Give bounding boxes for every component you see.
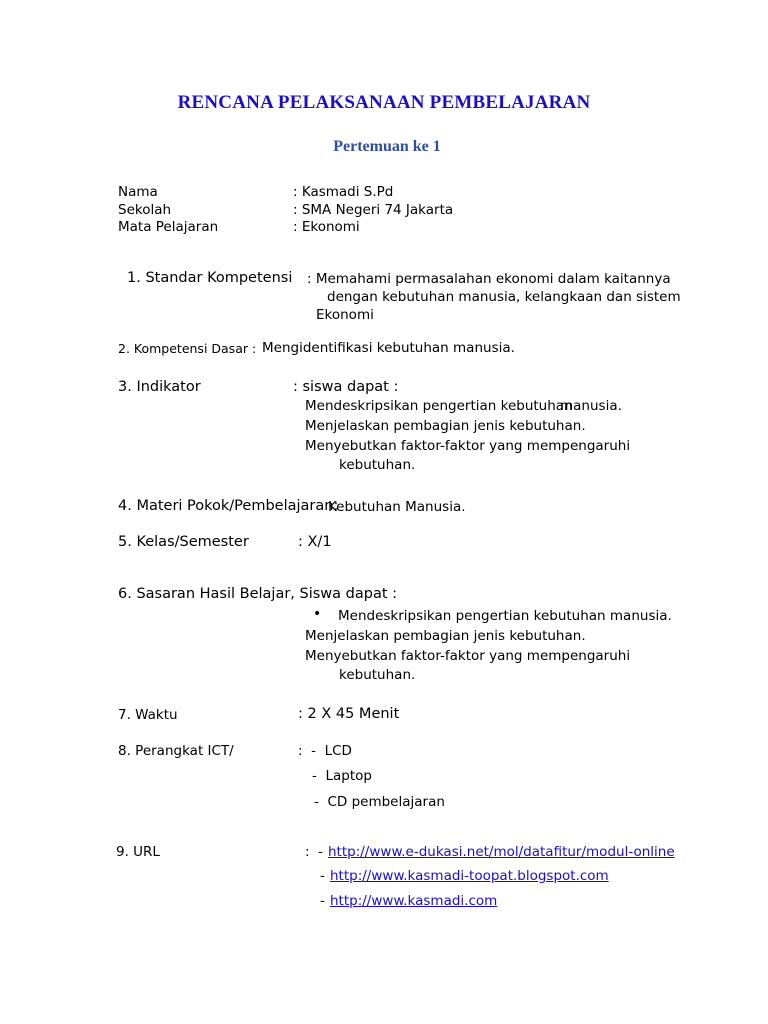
perangkat-item-1: : - LCD [298,743,352,759]
url-prefix-1: : - [305,844,324,860]
standar-kompetensi-line2: dengan kebutuhan manusia, kelangkaan dan sistem [327,289,681,305]
kompetensi-dasar-label: 2. Kompetensi Dasar : [118,341,257,356]
perangkat-label: 8. Perangkat ICT/ [118,743,234,759]
sekolah-label: Sekolah [118,202,172,218]
perangkat-item-3: - CD pembelajaran [314,794,445,810]
nama-label: Nama [118,184,158,200]
indikator-item-1: Mendeskripsikan pengertian kebutuhan [305,398,573,414]
standar-kompetensi-label: 1. Standar Kompetensi [127,270,293,286]
sasaran-item-3b: kebutuhan. [339,667,416,683]
sasaran-label: 6. Sasaran Hasil Belajar, Siswa dapat : [118,586,398,602]
materi-value: Kebutuhan Manusia. [328,499,466,515]
document-title: RENCANA PELAKSANAAN PEMBELAJARAN [177,92,591,113]
document-subtitle: Pertemuan ke 1 [333,138,441,155]
url-label: 9. URL [116,844,160,860]
nama-value: : Kasmadi S.Pd [293,184,394,200]
indikator-item-2: Menjelaskan pembagian jenis kebutuhan. [305,418,586,434]
indikator-value: : siswa dapat : [293,379,399,395]
waktu-label: 7. Waktu [118,707,178,723]
url-prefix-3: - [320,893,325,909]
url-prefix-2: - [320,868,325,884]
indikator-item-1b: manusia. [560,398,622,414]
indikator-label: 3. Indikator [118,379,201,395]
url-link-2[interactable]: http://www.kasmadi-toopat.blogspot.com [330,868,609,884]
indikator-item-3b: kebutuhan. [339,457,416,473]
kelas-value: : X/1 [298,534,332,550]
bullet-icon: • [313,606,322,622]
sasaran-item-3: Menyebutkan faktor-faktor yang mempengaruhi [305,648,631,664]
url-link-3[interactable]: http://www.kasmadi.com [330,893,498,909]
indikator-item-3: Menyebutkan faktor-faktor yang mempengaruhi [305,438,631,454]
perangkat-item-2: - Laptop [312,768,372,784]
standar-kompetensi-line3: Ekonomi [316,307,374,323]
sasaran-item-1: Mendeskripsikan pengertian kebutuhan manusia. [338,608,672,624]
mapel-label: Mata Pelajaran [118,219,219,235]
materi-label: 4. Materi Pokok/Pembelajaran: [118,498,339,514]
kompetensi-dasar-value: Mengidentifikasi kebutuhan manusia. [262,340,515,356]
mapel-value: : Ekonomi [293,219,360,235]
standar-kompetensi-line1: : Memahami permasalahan ekonomi dalam kaitannya [307,271,671,287]
kelas-label: 5. Kelas/Semester [118,534,249,550]
waktu-value: : 2 X 45 Menit [298,706,400,722]
url-link-1[interactable]: http://www.e-dukasi.net/mol/datafitur/modul-online [328,844,675,860]
sekolah-value: : SMA Negeri 74 Jakarta [293,202,454,218]
sasaran-item-2: Menjelaskan pembagian jenis kebutuhan. [305,628,586,644]
